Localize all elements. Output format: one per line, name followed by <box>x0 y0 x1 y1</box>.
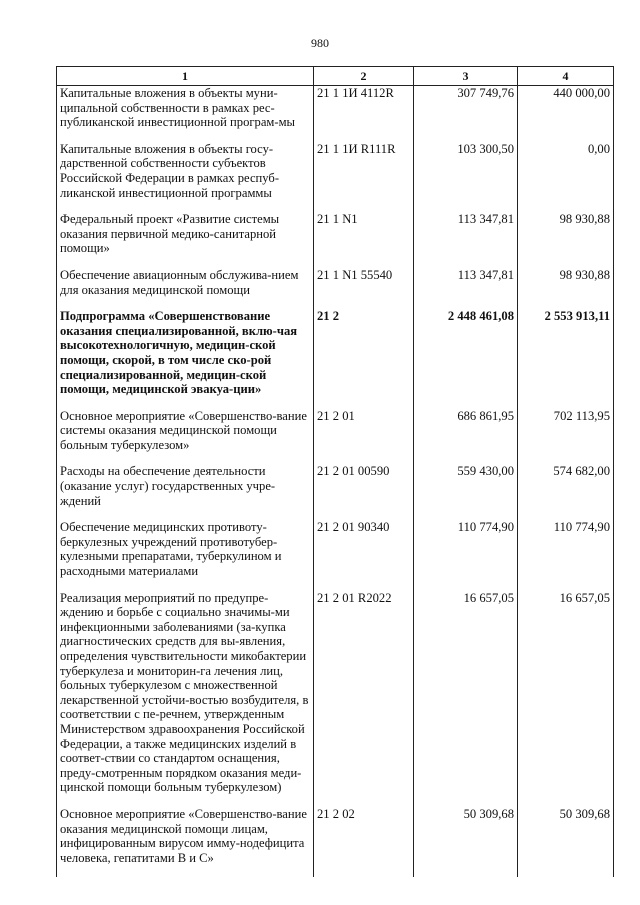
row-code-cell: 21 1 1И R111R <box>314 142 414 212</box>
row-name-cell: Федеральный проект «Развитие системы оказания первичной медико-санитарной помощи» <box>57 212 314 268</box>
table-row <box>57 268 614 309</box>
column-header: 2 <box>314 67 414 86</box>
table-row <box>57 591 614 807</box>
row-code-cell: 21 2 01 R2022 <box>314 591 414 807</box>
table-header-row <box>57 67 614 86</box>
column-header: 3 <box>414 67 518 86</box>
row-value-2024-cell: 16 657,05 <box>518 591 614 807</box>
table-row <box>57 212 614 268</box>
row-code-cell: 21 1 1И 4112R <box>314 86 414 142</box>
column-header: 1 <box>57 67 314 86</box>
row-value-2023-cell: 559 430,00 <box>414 464 518 520</box>
row-value-2024-cell: 98 930,88 <box>518 212 614 268</box>
row-code-cell: 21 2 02 <box>314 807 414 877</box>
row-code-cell: 21 2 01 00590 <box>314 464 414 520</box>
row-value-2024-cell: 0,00 <box>518 142 614 212</box>
row-value-2023-cell: 113 347,81 <box>414 212 518 268</box>
row-name-cell: Обеспечение авиационным обслужива-нием для оказания медицинской помощи <box>57 268 314 309</box>
row-value-2023-cell: 16 657,05 <box>414 591 518 807</box>
row-code-cell: 21 1 N1 <box>314 212 414 268</box>
row-value-2023-cell: 2 448 461,08 <box>414 309 518 409</box>
column-header: 4 <box>518 67 614 86</box>
table-row <box>57 142 614 212</box>
row-value-2024-cell: 110 774,90 <box>518 520 614 590</box>
row-name-cell: Обеспечение медицинских противоту-беркулезных учреждений противотубер-кулезными препаратами, туберкулином и расходными материалами <box>57 520 314 590</box>
budget-table <box>56 66 614 877</box>
table-row <box>57 86 614 142</box>
row-code-cell: 21 2 01 90340 <box>314 520 414 590</box>
row-value-2024-cell: 702 113,95 <box>518 409 614 465</box>
row-value-2023-cell: 103 300,50 <box>414 142 518 212</box>
row-value-2023-cell: 686 861,95 <box>414 409 518 465</box>
row-value-2023-cell: 113 347,81 <box>414 268 518 309</box>
table-row <box>57 464 614 520</box>
row-value-2023-cell: 110 774,90 <box>414 520 518 590</box>
table-row <box>57 807 614 877</box>
row-name-cell: Расходы на обеспечение деятельности (оказание услуг) государственных учре-ждений <box>57 464 314 520</box>
row-name-cell: Подпрограмма «Совершенствование оказания специализированной, вклю-чая высокотехнологичную, медицин-ской помощи, скорой, в том числе ско-рой специализированной, медицин-ской помощи, медицинской эвакуа-ции» <box>57 309 314 409</box>
row-name-cell: Реализация мероприятий по предупре-ждению и борьбе с социально значимы-ми инфекционными заболеваниями (за-купка диагностических средств для вы-явления, определения чувствительности микобактерии туберкулеза и мониторин-га лечения лиц, больных туберкулезом с множественной лекарственной устойчи-востью возбудителя, в соответствии с пе-речнем, утвержденным Министерством здравоохранения Российской Федерации, а также медицинских изделий в соответ-ствии со стандартом оснащения, преду-смотренным порядком оказания меди-цинской помощи больным туберкулезом) <box>57 591 314 807</box>
row-name-cell: Капитальные вложения в объекты муни-ципальной собственности в рамках рес-публиканской инвестиционной програм-мы <box>57 86 314 142</box>
row-value-2023-cell: 307 749,76 <box>414 86 518 142</box>
row-code-cell: 21 2 01 <box>314 409 414 465</box>
table-row <box>57 409 614 465</box>
row-value-2024-cell: 440 000,00 <box>518 86 614 142</box>
row-value-2024-cell: 50 309,68 <box>518 807 614 877</box>
table-body <box>57 86 614 878</box>
row-value-2023-cell: 50 309,68 <box>414 807 518 877</box>
row-code-cell: 21 1 N1 55540 <box>314 268 414 309</box>
row-value-2024-cell: 2 553 913,11 <box>518 309 614 409</box>
page-number: 980 <box>311 36 329 50</box>
row-name-cell: Основное мероприятие «Совершенство-вание системы оказания медицинской помощи больным туберкулезом» <box>57 409 314 465</box>
row-value-2024-cell: 98 930,88 <box>518 268 614 309</box>
row-code-cell: 21 2 <box>314 309 414 409</box>
row-name-cell: Основное мероприятие «Совершенство-вание оказания медицинской помощи лицам, инфицированным вирусом имму-нодефицита человека, гепатитами В и С» <box>57 807 314 877</box>
row-value-2024-cell: 574 682,00 <box>518 464 614 520</box>
table-row <box>57 520 614 590</box>
table-row <box>57 309 614 409</box>
row-name-cell: Капитальные вложения в объекты госу-дарственной собственности субъектов Российской Федерации в рамках респуб-ликанской инвестиционной программы <box>57 142 314 212</box>
